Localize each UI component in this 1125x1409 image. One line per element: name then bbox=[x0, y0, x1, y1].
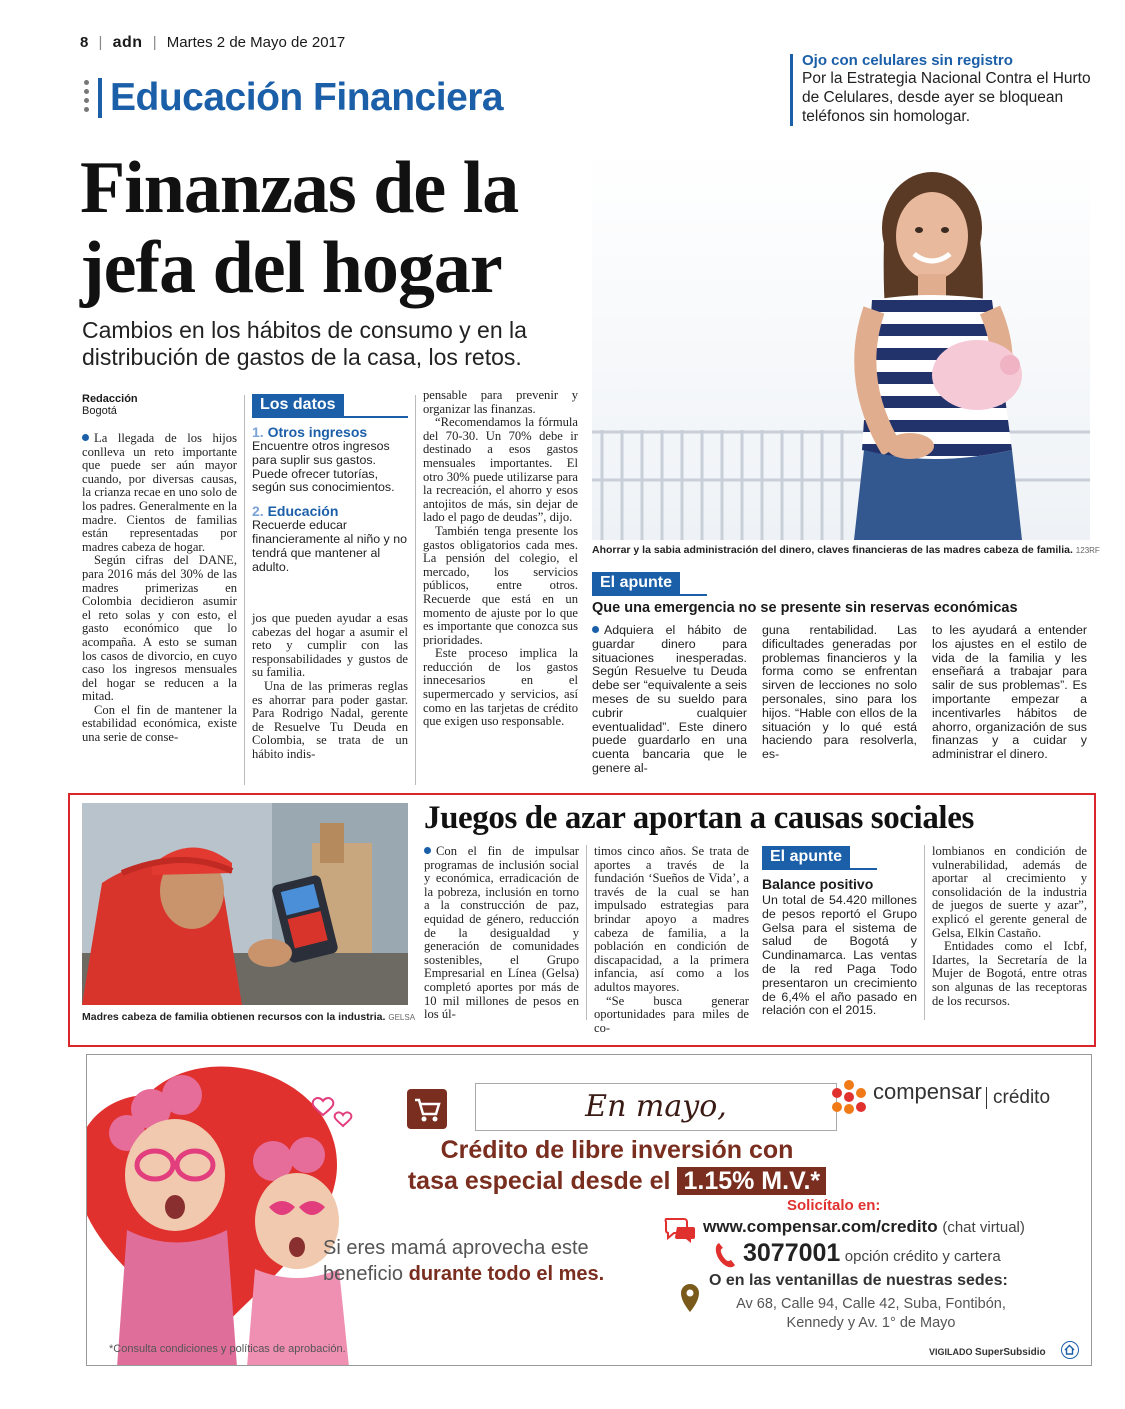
brand-product: crédito bbox=[993, 1087, 1051, 1108]
sidebar-note bbox=[802, 52, 1092, 126]
photo-1-credit: 123RF bbox=[1075, 546, 1100, 555]
datos-item-2-num: 2. bbox=[252, 503, 264, 520]
datos-item-1-text: Encuentre otros ingresos para suplir sus gastos. Puede ofrecer tutorías, según sus conocimientos. bbox=[252, 439, 395, 495]
ad-url-note: (chat virtual) bbox=[942, 1219, 1025, 1236]
el-apunte-col-1-text: Adquiera el hábito de guardar dinero para situaciones inesperadas. Según Resuelve tu Deuda debe ser “equivalente a seis meses de su sueldo para cubrir cualquier eventualidad”. Este dinero puede guardarlo en una cuenta bancaria que le genere al- bbox=[592, 623, 747, 775]
second-apunte-text: Un total de 54.420 millones de pesos reportó el Grupo Gelsa para el sistema de salud de Bogotá y Cundinamarca. Las ventas de la red Paga Todo presentaron un crecimiento de 6,4% el año pasado en relación con el 2015. bbox=[762, 893, 917, 1018]
ad-script-box bbox=[475, 1083, 837, 1131]
second-col-2 bbox=[594, 845, 749, 1035]
datos-item-1-title: Otros ingresos bbox=[267, 424, 368, 440]
photo-1-caption bbox=[592, 544, 1100, 556]
article-paragraph: pensable para prevenir y organizar las finanzas. bbox=[423, 388, 578, 416]
main-headline bbox=[80, 148, 640, 308]
byline-author: Redacción bbox=[82, 393, 138, 405]
ad-heart-illustration bbox=[87, 1055, 447, 1366]
byline-location: Bogotá bbox=[82, 405, 117, 417]
chat-bubble-icon bbox=[663, 1215, 697, 1245]
photo-2-caption-text: Madres cabeza de familia obtienen recursos con la industria. bbox=[82, 1011, 386, 1023]
sidebar-note-title: Ojo con celulares sin registro bbox=[802, 52, 1013, 69]
second-apunte-header bbox=[762, 846, 877, 870]
article-paragraph bbox=[424, 845, 579, 1022]
article-paragraph: “Se busca generar oportunidades para miles de co- bbox=[594, 993, 749, 1035]
datos-item-1 bbox=[252, 424, 408, 495]
el-apunte-col-2: guna rentabilidad. Las dificultades generadas por problemas financieros y la forma como se enfrentan sirven de lecciones no solo personales, sino para los hijos. “Hable con ellos de la situación y lo qué está haciendo para resolverla, es- bbox=[762, 623, 917, 762]
ad-phone-note: opción crédito y cartera bbox=[844, 1248, 1001, 1265]
ad-branches-line-2: Kennedy y Av. 1° de Mayo bbox=[786, 1315, 956, 1331]
ad-headline-line-2-prefix: tasa especial desde el bbox=[407, 1167, 671, 1195]
shopping-cart-icon bbox=[407, 1089, 447, 1129]
datos-item-2 bbox=[252, 503, 408, 574]
el-apunte-box bbox=[592, 572, 1092, 616]
column-divider bbox=[924, 845, 925, 1020]
datos-item-2-title: Educación bbox=[267, 503, 339, 520]
el-apunte-title: Que una emergencia no se presente sin reservas económicas bbox=[592, 600, 1018, 616]
article-paragraph: Entidades como el Icbf, Idartes, la Secretaría de la Mujer de Bogotá, entre otras son algunas de las receptoras de los recursos. bbox=[932, 939, 1087, 1008]
brand-divider bbox=[986, 1087, 987, 1109]
vigilado-badge bbox=[929, 1347, 1046, 1358]
sidebar-note-text: Por la Estrategia Nacional Contra el Hurto de Celulares, desde ayer se bloquean teléfonos sin homologar. bbox=[802, 70, 1091, 125]
issue-date: Martes 2 de Mayo de 2017 bbox=[166, 34, 346, 51]
phone-icon bbox=[713, 1241, 737, 1269]
main-subheadline bbox=[82, 317, 602, 371]
column-divider bbox=[586, 845, 587, 1020]
second-col-4 bbox=[932, 845, 1087, 1008]
ad-url[interactable]: www.compensar.com/credito bbox=[703, 1217, 938, 1236]
article-paragraph: Este proceso implica la reducción de los gastos innecesarios en el supermercado y servicios, así como en las tarjetas de crédito que exigen uso responsable. bbox=[423, 646, 578, 729]
page-header: 8 | adn | Martes 2 de Mayo de 2017 bbox=[80, 34, 346, 51]
article-paragraph: También tenga presente los gastos obligatorios cada mes. La pensión del colegio, el mercado, los servicios públicos, entre otros. Recuerde que está en un momento de ajuste por lo que es importante que conozca sus prioridades. bbox=[423, 523, 578, 647]
los-datos-header bbox=[252, 394, 408, 418]
section-bar bbox=[98, 78, 102, 118]
second-apunte-box bbox=[762, 846, 917, 1018]
bullet-icon bbox=[424, 847, 431, 854]
subheadline-line-2: distribución de gastos de la casa, los retos. bbox=[82, 344, 522, 370]
byline bbox=[82, 393, 232, 417]
compensar-logo-icon bbox=[829, 1079, 869, 1115]
headline-line-2: jefa del hogar bbox=[80, 227, 502, 309]
los-datos-box bbox=[252, 394, 408, 574]
article-paragraph: timos cinco años. Se trata de aportes a través de la fundación ‘Sueños de Vida’, a través de la cual se han impulsado estrategias para brindar apoyo a madres cabeza de familia, a la población en condición de discapacidad, a la primera infancia, así como a los adultos mayores. bbox=[594, 844, 749, 994]
section-dots bbox=[84, 80, 90, 112]
los-datos-tag: Los datos bbox=[252, 394, 344, 416]
ad-rate-badge: 1.15% M.V.* bbox=[677, 1167, 826, 1195]
article-column-1 bbox=[82, 432, 237, 745]
subheadline-line-1: Cambios en los hábitos de consumo y en la bbox=[82, 317, 527, 343]
article-paragraph: Una de las primeras reglas es ahorrar para poder gastar. Para Rodrigo Nadal, gerente de Resuelve Tu Deuda en Colombia, se trata de un hábito indis- bbox=[252, 678, 408, 761]
ad-left-copy bbox=[323, 1235, 643, 1287]
article-paragraph: jos que pueden ayudar a esas cabezas del hogar a asumir el reto y cumplir con las responsabilidades y gustos de su familia. bbox=[252, 611, 408, 680]
article-paragraph bbox=[82, 432, 237, 554]
datos-item-2-text: Recuerde educar financieramente al niño y no tendrá que mantener al adulto. bbox=[252, 518, 407, 574]
second-apunte-tag: El apunte bbox=[762, 846, 850, 868]
ad-disclaimer: *Consulta condiciones y políticas de aprobación. bbox=[109, 1343, 346, 1355]
ad-frame bbox=[86, 1054, 1092, 1366]
vigilado-prefix: VIGILADO bbox=[929, 1347, 973, 1357]
article-column-2 bbox=[252, 612, 408, 762]
el-apunte-col-3: to les ayudará a entender los ajustes en el estilo de vida de la familia y les enseñará a trabajar para salir de sus problemas”. Es importante empezar a incentivarles hábitos de ahorro, organización de sus finanzas y a cuidar y administrar el dinero. bbox=[932, 623, 1087, 762]
ad-headline-line-1: Crédito de libre inversión con bbox=[440, 1136, 794, 1164]
ad-cta-title: Solicítalo en: bbox=[787, 1197, 881, 1214]
ad-phone[interactable]: 3077001 bbox=[743, 1239, 841, 1267]
photo-mother-piggybank bbox=[592, 150, 1090, 540]
photo-2-caption bbox=[82, 1011, 416, 1023]
vigilado-brand: SuperSubsidio bbox=[975, 1347, 1046, 1358]
ad-left-copy-line-2-bold: durante todo el mes. bbox=[408, 1263, 605, 1285]
article-column-3 bbox=[423, 389, 578, 729]
bullet-icon bbox=[592, 626, 599, 633]
compensar-logo bbox=[829, 1073, 1079, 1119]
supersubsidio-icon bbox=[1061, 1341, 1079, 1359]
ad-script-line: En mayo, bbox=[585, 1089, 727, 1124]
column-divider bbox=[415, 395, 416, 785]
el-apunte-tag: El apunte bbox=[592, 572, 680, 594]
ad-phone-row bbox=[743, 1239, 1001, 1268]
photo-1-caption-text: Ahorrar y la sabia administración del dinero, claves financieras de las madres cabeza de familia. bbox=[592, 544, 1073, 556]
sidebar-note-bar bbox=[790, 54, 793, 126]
ad-url-row bbox=[703, 1217, 1025, 1237]
article-paragraph: Con el fin de mantener la estabilidad económica, existe una serie de conse- bbox=[82, 702, 237, 745]
article-paragraph-text: Con el fin de impulsar programas de inclusión social y económica, erradicación de la pobreza, inclusión en torno a la construcción de paz, equidad de género, reducción de la desigualdad y generación de comunidades sostenibles, el Grupo Empresarial en Línea (Gelsa) completó aportes por más de 10 mil millones de pesos en los úl- bbox=[424, 844, 579, 1022]
photo-lottery-vendor bbox=[82, 803, 408, 1005]
second-headline: Juegos de azar aportan a causas sociales bbox=[424, 800, 974, 836]
page-number: 8 bbox=[80, 34, 89, 51]
el-apunte-col-1 bbox=[592, 624, 747, 776]
article-paragraph: lombianos en condición de vulnerabilidad, además de aportar al crecimiento y consolidación de la industria de juegos de suerte y azar”, explicó el gerente general de Gelsa, Elkin Castaño. bbox=[932, 844, 1087, 940]
bullet-icon bbox=[82, 434, 89, 441]
second-col-1 bbox=[424, 845, 579, 1022]
ad-branches bbox=[691, 1295, 1051, 1333]
ad-branches-title: O en las ventanillas de nuestras sedes: bbox=[709, 1272, 1008, 1289]
brand-name: compensar bbox=[873, 1079, 982, 1104]
section-title: Educación Financiera bbox=[110, 76, 504, 119]
datos-item-1-num: 1. bbox=[252, 424, 264, 440]
brand-logo: adn bbox=[112, 34, 143, 51]
ad-left-copy-line-1: Si eres mamá aprovecha este bbox=[323, 1237, 589, 1259]
second-apunte-title: Balance positivo bbox=[762, 876, 874, 892]
el-apunte-header bbox=[592, 572, 707, 596]
column-divider bbox=[244, 395, 245, 785]
ad-branches-line-1: Av 68, Calle 94, Calle 42, Suba, Fontibón, bbox=[736, 1296, 1006, 1312]
ad-headline bbox=[337, 1135, 897, 1197]
photo-2-credit: GELSA bbox=[388, 1013, 416, 1022]
article-paragraph: “Recomendamos la fórmula del 70-30. Un 70% debe ir destinado a esos gastos mensuales importantes. El otro 30% puede utilizarse para la recreación, el ahorro y esos antojitos de más, sin dejar de lado el pago de deudas”, dijo. bbox=[423, 415, 578, 525]
article-paragraph-text: La llegada de los hijos conlleva un reto importante que puede ser aún mayor cuando, por diversas causas, la crianza recae en uno solo de los padres. Generalmente en la madre. Cientos de familias están representadas por madres cabeza de hogar. bbox=[82, 431, 237, 554]
ad-left-copy-line-2-prefix: beneficio bbox=[323, 1263, 404, 1285]
article-paragraph: Según cifras del DANE, para 2016 más del 30% de las madres primerizas en Colombia decidieron asumir el reto solas y con esto, el gasto económico que lo acompaña. A esto se suman los casos de divorcio, en cuyo caso los ingresos mensuales del hogar se reducen a la mitad. bbox=[82, 553, 237, 704]
headline-line-1: Finanzas de la bbox=[80, 147, 519, 229]
